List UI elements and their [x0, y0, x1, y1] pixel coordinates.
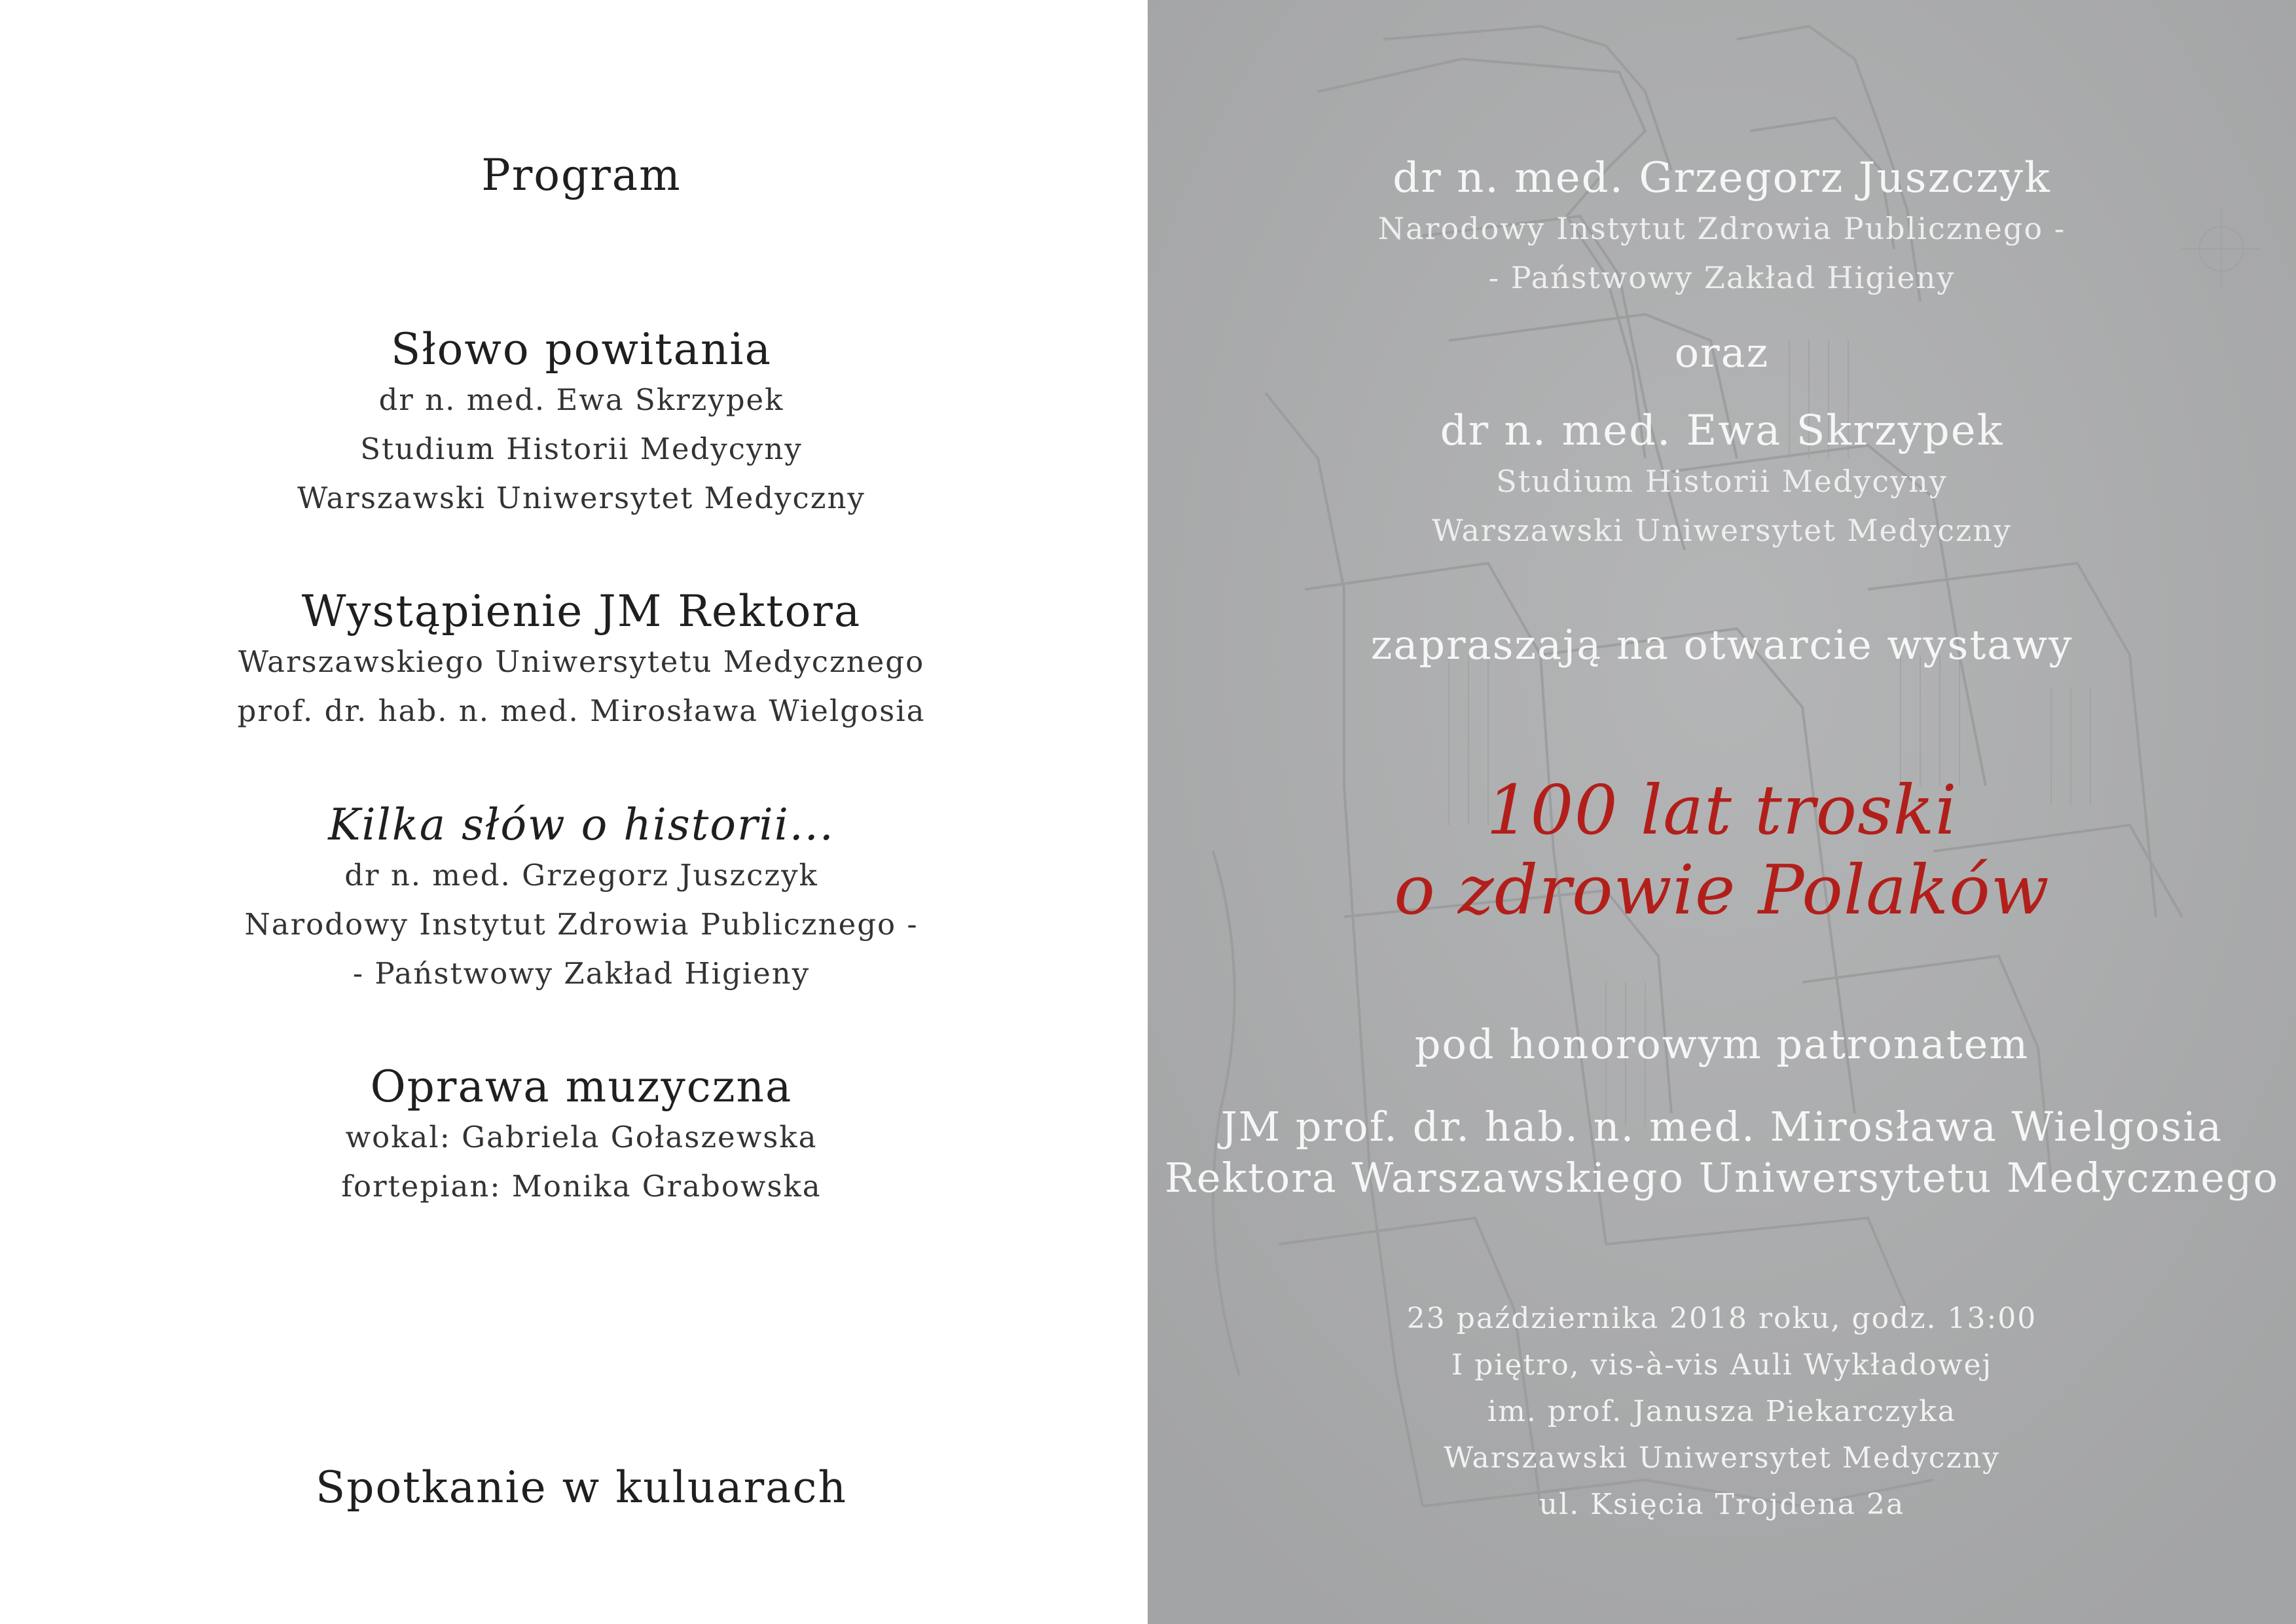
host1-org: Narodowy Instytut Zdrowia Publicznego -: [1377, 211, 2066, 246]
program-item-line: dr n. med. Grzegorz Juszczyk: [344, 858, 818, 893]
program-item-line: fortepian: Monika Grabowska: [341, 1169, 822, 1204]
host2-org: Studium Historii Medycyny: [1496, 464, 1948, 499]
event-location: I piętro, vis-à-vis Auli Wykładowej: [1451, 1348, 1993, 1382]
event-address: ul. Księcia Trojdena 2a: [1539, 1488, 1905, 1521]
patron-line: Rektora Warszawskiego Uniwersytetu Medycznego: [1165, 1153, 2279, 1202]
program-item-heading: Oprawa muzyczna: [370, 1061, 793, 1112]
program-title: Program: [481, 150, 682, 200]
program-item-heading: Słowo powitania: [391, 324, 772, 375]
program-item-line: Studium Historii Medycyny: [360, 432, 803, 467]
host2-block: [1148, 405, 2296, 555]
event-location: Warszawski Uniwersytet Medyczny: [1444, 1441, 2000, 1475]
host2-org: Warszawski Uniwersytet Medyczny: [1432, 513, 2012, 548]
patronage-label-block: [1148, 1019, 2296, 1070]
exhibition-title-block: [1148, 770, 2296, 930]
invite-text-block: [1148, 619, 2296, 671]
patron-block: [1148, 1101, 2296, 1203]
program-item-line: - Państwowy Zakład Higieny: [352, 956, 811, 991]
host1-name: dr n. med. Grzegorz Juszczyk: [1393, 154, 2051, 202]
event-date: 23 października 2018 roku, godz. 13:00: [1406, 1302, 2037, 1335]
event-location: im. prof. Janusza Piekarczyka: [1487, 1395, 1956, 1428]
patron-line: JM prof. dr. hab. n. med. Mirosława Wielgosia: [1220, 1103, 2223, 1151]
host1-org: - Państwowy Zakład Higieny: [1488, 260, 1956, 295]
program-item-line: Warszawski Uniwersytet Medyczny: [297, 481, 866, 516]
conjunction-block: [1148, 327, 2296, 378]
program-closing: Spotkanie w kuluarach: [315, 1462, 848, 1513]
program-item-heading: Wystąpienie JM Rektora: [301, 586, 862, 637]
invitation-panel: [1148, 0, 2296, 1624]
program-closing-block: [0, 1462, 1163, 1513]
exhibition-title-line: o zdrowie Polaków: [1394, 850, 2050, 930]
patronage-label: pod honorowym patronatem: [1414, 1020, 2030, 1068]
program-item-line: dr n. med. Ewa Skrzypek: [378, 382, 784, 418]
conjunction: oraz: [1674, 329, 1770, 377]
event-details-block: [1148, 1295, 2296, 1528]
program-item-line: wokal: Gabriela Gołaszewska: [345, 1120, 818, 1155]
program-item-rector: [0, 585, 1163, 735]
program-item-history: [0, 799, 1163, 998]
program-item-music: [0, 1061, 1163, 1211]
program-title-block: [0, 149, 1163, 201]
program-item-line: Narodowy Instytut Zdrowia Publicznego -: [244, 907, 919, 942]
program-item-heading: Kilka słów o historii...: [328, 800, 835, 850]
exhibition-title-line: 100 lat troski: [1486, 770, 1958, 850]
program-item-line: Warszawskiego Uniwersytetu Medycznego: [238, 644, 925, 680]
invite-text: zapraszają na otwarcie wystawy: [1370, 621, 2073, 669]
host2-name: dr n. med. Ewa Skrzypek: [1440, 407, 2004, 455]
host1-block: [1148, 152, 2296, 303]
program-item-welcome: [0, 323, 1163, 523]
program-item-line: prof. dr. hab. n. med. Mirosława Wielgosia: [237, 693, 926, 729]
